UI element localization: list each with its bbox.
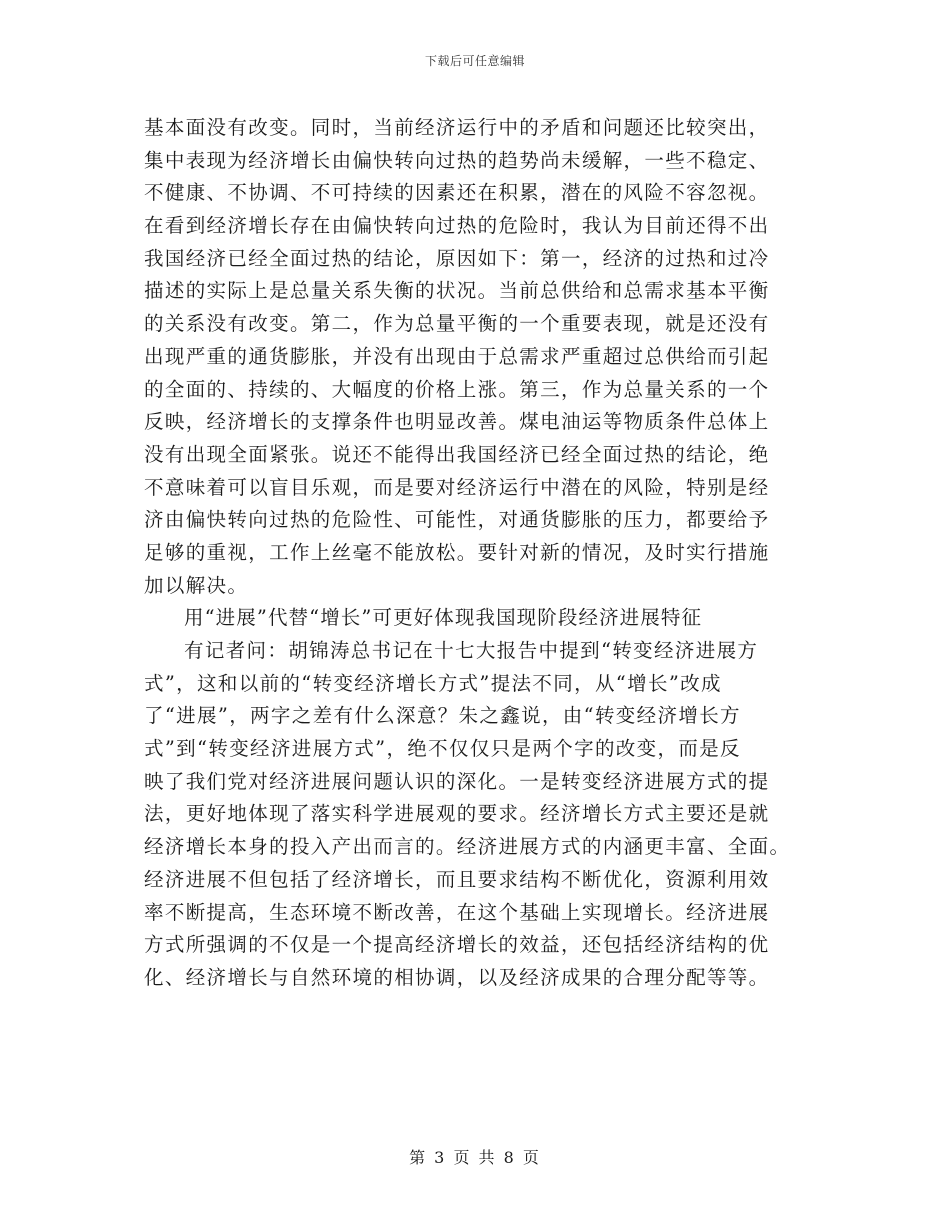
body-line-9: 的全面的、持续的、大幅度的价格上涨。第三，作为总量关系的一个 bbox=[144, 377, 770, 401]
page-header-note: 下载后可任意编辑 bbox=[424, 54, 525, 68]
body-line-2: 集中表现为经济增长由偏快转向过热的趋势尚未缓解，一些不稳定、 bbox=[144, 148, 770, 172]
body-line-27: 化、经济增长与自然环境的相协调，以及经济成果的合理分配等等。 bbox=[144, 965, 770, 989]
body-line-24: 经济进展不但包括了经济增长，而且要求结构不断优化，资源利用效 bbox=[144, 867, 770, 891]
body-line-20: 式”到“转变经济进展方式”，绝不仅仅只是两个字的改变，而是反 bbox=[144, 737, 741, 761]
body-line-6: 描述的实际上是总量关系失衡的状况。当前总供给和总需求基本平衡 bbox=[144, 279, 770, 303]
body-line-5: 我国经济已经全面过热的结论，原因如下：第一，经济的过热和过冷 bbox=[144, 246, 770, 270]
body-line-13: 济由偏快转向过热的危险性、可能性，对通货膨胀的压力，都要给予 bbox=[144, 508, 770, 532]
body-line-12: 不意味着可以盲目乐观，而是要对经济运行中潜在的风险，特别是经 bbox=[144, 475, 770, 499]
body-line-19: 了“进展”，两字之差有什么深意？朱之鑫说，由“转变经济增长方 bbox=[144, 704, 741, 728]
body-line-11: 没有出现全面紧张。说还不能得出我国经济已经全面过热的结论，绝 bbox=[144, 442, 770, 466]
body-line-4: 在看到经济增长存在由偏快转向过热的危险时，我认为目前还得不出 bbox=[144, 214, 770, 238]
document-body bbox=[144, 112, 796, 995]
body-line-18: 式”，这和以前的“转变经济增长方式”提法不同，从“增长”改成 bbox=[144, 671, 722, 695]
body-line-23: 经济增长本身的投入产出而言的。经济进展方式的内涵更丰富、全面。 bbox=[144, 835, 791, 859]
body-line-22: 法，更好地体现了落实科学进展观的要求。经济增长方式主要还是就 bbox=[144, 802, 770, 826]
body-line-25: 率不断提高，生态环境不断改善，在这个基础上实现增长。经济进展 bbox=[144, 900, 770, 924]
section-heading: 用“进展”代替“增长”可更好体现我国现阶段经济进展特征 bbox=[184, 606, 703, 630]
body-line-26: 方式所强调的不仅是一个提高经济增长的效益，还包括经济结构的优 bbox=[144, 933, 770, 957]
body-line-14: 足够的重视，工作上丝毫不能放松。要针对新的情况，及时实行措施 bbox=[144, 540, 770, 564]
body-line-1: 基本面没有改变。同时，当前经济运行中的矛盾和问题还比较突出， bbox=[144, 116, 770, 139]
body-line-10: 反映，经济增长的支撑条件也明显改善。煤电油运等物质条件总体上 bbox=[144, 410, 770, 434]
body-line-17: 有记者问：胡锦涛总书记在十七大报告中提到“转变经济进展方 bbox=[184, 639, 759, 662]
page-number-footer: 第 3 页 共 8 页 bbox=[409, 1148, 541, 1167]
body-line-15: 加以解决。 bbox=[144, 573, 249, 597]
body-line-8: 出现严重的通货膨胀，并没有出现由于总需求严重超过总供给而引起 bbox=[144, 344, 770, 368]
body-line-3: 不健康、不协调、不可持续的因素还在积累，潜在的风险不容忽视。 bbox=[144, 181, 770, 205]
body-line-7: 的关系没有改变。第二，作为总量平衡的一个重要表现，就是还没有 bbox=[144, 312, 770, 336]
body-line-21: 映了我们党对经济进展问题认识的深化。一是转变经济进展方式的提 bbox=[144, 769, 770, 793]
